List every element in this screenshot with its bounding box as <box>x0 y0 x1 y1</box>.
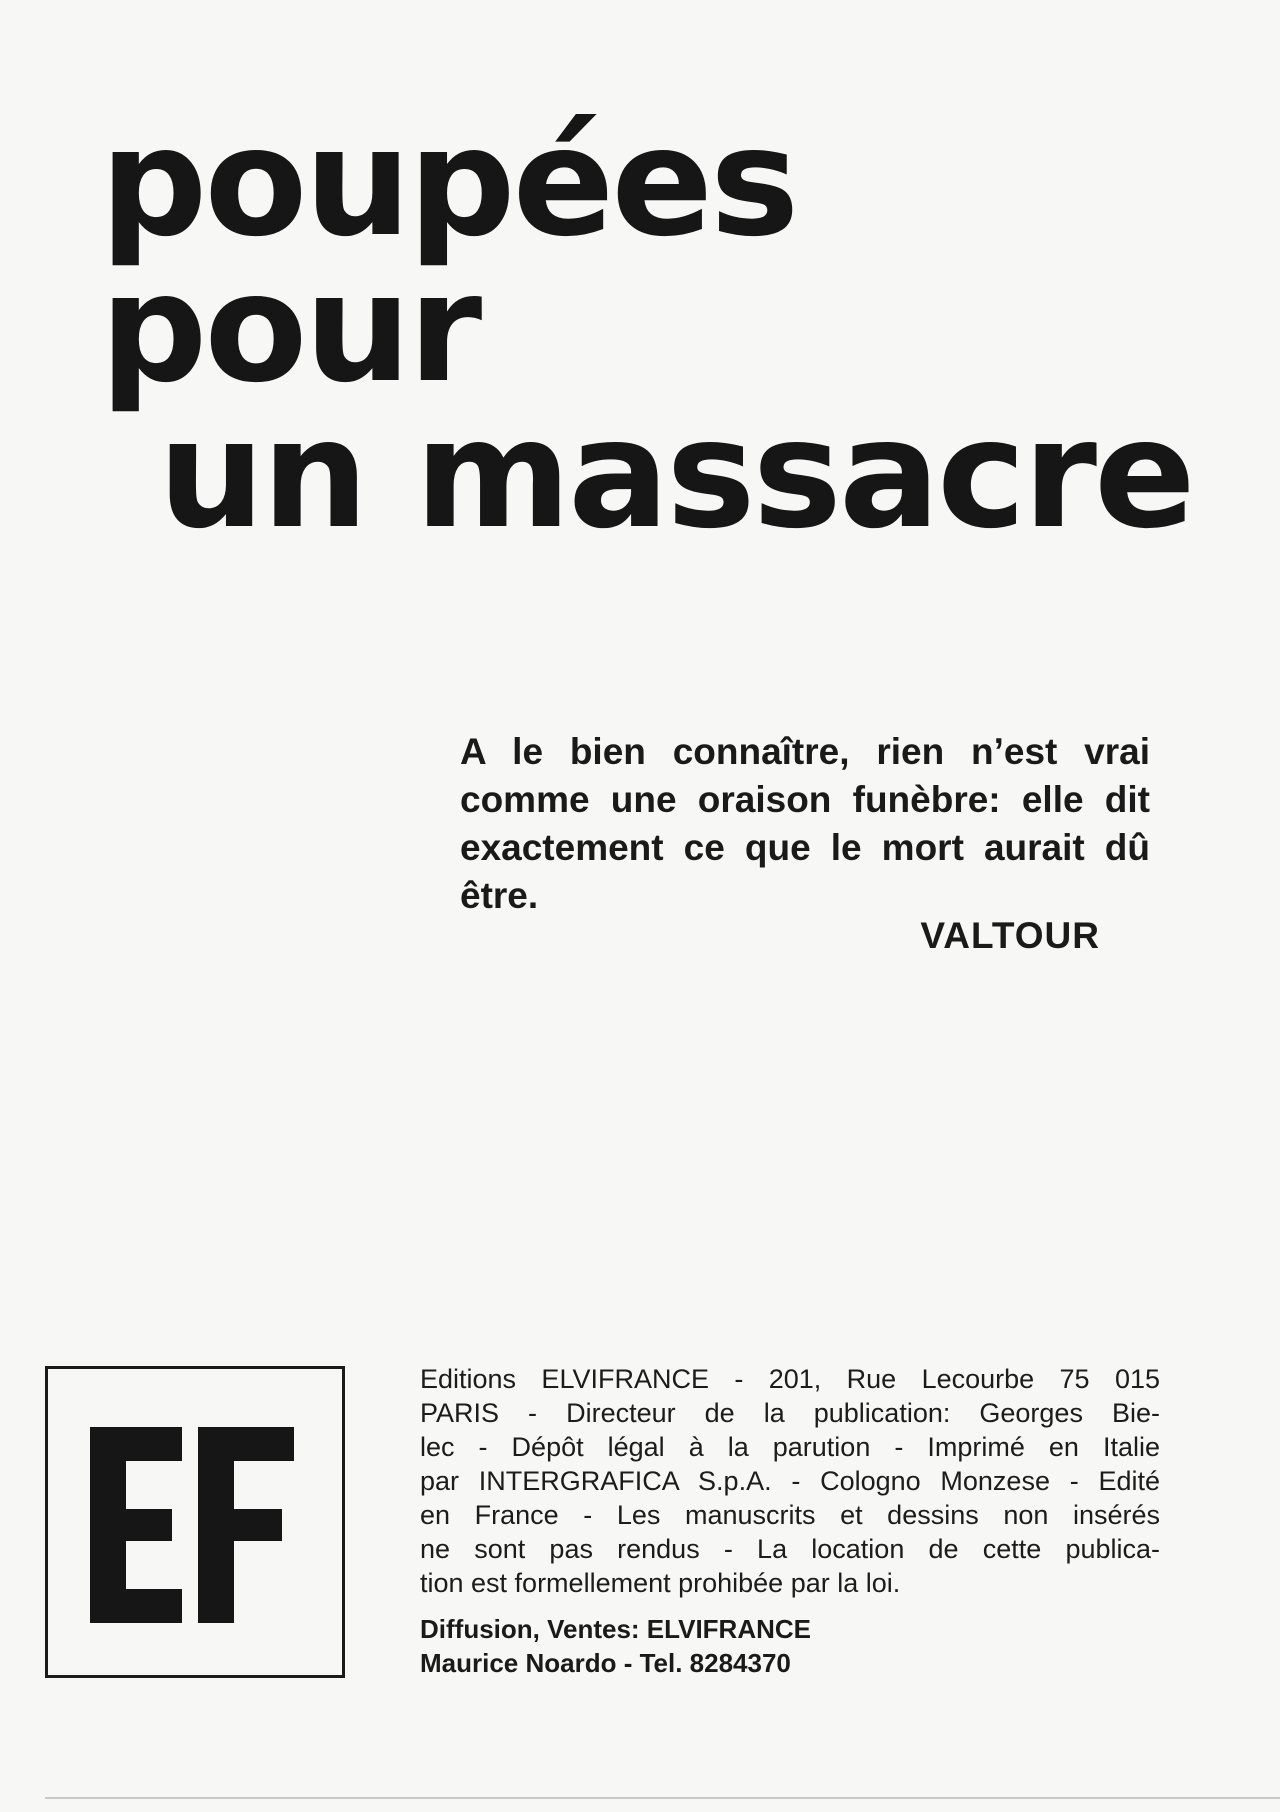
publisher-logo <box>45 1366 345 1678</box>
title-line-2: un massacre <box>158 388 1193 562</box>
distribution-line: Diffusion, Ventes: ELVIFRANCE <box>420 1614 811 1644</box>
ef-logo-mark <box>48 1369 342 1675</box>
epigraph-author: VALTOUR <box>920 915 1100 956</box>
imprint-line: ne sont pas rendus - La location de cette publica- <box>420 1534 1160 1564</box>
imprint-line: lec - Dépôt légal à la parution - Imprimé en Italie <box>420 1432 1160 1462</box>
imprint-line: tion est formellement prohibée par la loi. <box>420 1568 901 1598</box>
legal-imprint <box>420 1362 1160 1600</box>
title-line-1: poupées pour <box>100 96 797 416</box>
imprint-line: PARIS - Directeur de la publication: Georges Bie- <box>420 1398 1160 1428</box>
epigraph-quote: A le bien connaître, rien n’est vrai comme une oraison funèbre: elle dit exactement ce que le mort aurait dû être. <box>460 731 1150 916</box>
imprint-line: par INTERGRAFICA S.p.A. - Cologno Monzese - Edité <box>420 1466 1160 1496</box>
bottom-edge-rule <box>45 1797 1280 1799</box>
imprint-line: en France - Les manuscrits et dessins non insérés <box>420 1500 1160 1530</box>
imprint-line: Editions ELVIFRANCE - 201, Rue Lecourbe 75 015 <box>420 1364 1160 1394</box>
contact-line: Maurice Noardo - Tel. 8284370 <box>420 1648 791 1678</box>
book-title <box>100 96 1200 562</box>
distribution-info <box>420 1612 1180 1680</box>
